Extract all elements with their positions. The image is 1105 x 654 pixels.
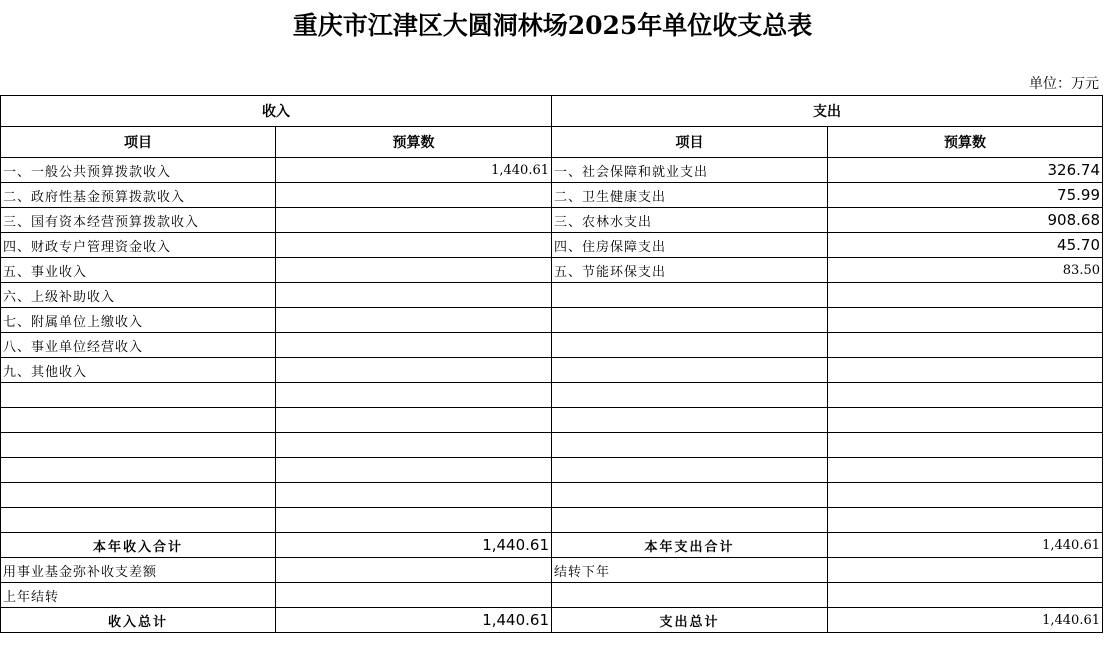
- budget-table: [0, 95, 1103, 633]
- year-total-row: [1, 533, 1103, 558]
- expense-value: [828, 358, 1103, 383]
- table-row: [1, 183, 1103, 208]
- expense-value: 326.74: [828, 158, 1103, 183]
- year-expense-total-value: 1,440.61: [828, 533, 1103, 558]
- income-label: 一、一般公共预算拨款收入: [1, 158, 276, 183]
- income-label: 五、事业收入: [1, 258, 276, 283]
- empty-cell: [828, 433, 1103, 458]
- income-value: [276, 183, 552, 208]
- expense-label: [552, 333, 828, 358]
- prev-carry-row: [1, 583, 1103, 608]
- year-expense-total-label: 本年支出合计: [552, 533, 828, 558]
- income-item-header: 项目: [1, 127, 276, 158]
- empty-cell: [276, 508, 552, 533]
- income-total-value: 1,440.61: [276, 608, 552, 633]
- prev-carry-value: [276, 583, 552, 608]
- table-row: [1, 333, 1103, 358]
- unit-label: 单位：万元: [1029, 76, 1099, 92]
- empty-cell: [552, 483, 828, 508]
- expense-value: [828, 333, 1103, 358]
- empty-cell: [828, 458, 1103, 483]
- year-income-total-label: 本年收入合计: [1, 533, 276, 558]
- table-row: [1, 233, 1103, 258]
- income-value: [276, 283, 552, 308]
- table-row: [1, 158, 1103, 183]
- empty-cell: [1, 433, 276, 458]
- expense-value: 45.70: [828, 233, 1103, 258]
- income-label: 九、其他收入: [1, 358, 276, 383]
- empty-cell: [828, 508, 1103, 533]
- income-value: [276, 308, 552, 333]
- expense-total-label: 支出总计: [552, 608, 828, 633]
- expense-label: 一、社会保障和就业支出: [552, 158, 828, 183]
- expense-label: 四、住房保障支出: [552, 233, 828, 258]
- column-header-row: [1, 127, 1103, 158]
- expense-label: [552, 283, 828, 308]
- expense-section-header: 支出: [552, 96, 1103, 127]
- expense-value: 83.50: [828, 258, 1103, 283]
- empty-cell: [1, 408, 276, 433]
- empty-cell: [828, 583, 1103, 608]
- empty-cell: [1, 383, 276, 408]
- empty-row: [1, 458, 1103, 483]
- expense-label: [552, 358, 828, 383]
- empty-cell: [828, 408, 1103, 433]
- income-value: [276, 233, 552, 258]
- empty-row: [1, 508, 1103, 533]
- fund-row: [1, 558, 1103, 583]
- table-row: [1, 358, 1103, 383]
- income-value: [276, 208, 552, 233]
- empty-cell: [828, 383, 1103, 408]
- year-income-total-value: 1,440.61: [276, 533, 552, 558]
- income-value: [276, 358, 552, 383]
- income-value: 1,440.61: [276, 158, 552, 183]
- empty-cell: [276, 408, 552, 433]
- income-label: 四、财政专户管理资金收入: [1, 233, 276, 258]
- table-row: [1, 208, 1103, 233]
- empty-cell: [552, 458, 828, 483]
- expense-value: [828, 308, 1103, 333]
- table-row: [1, 308, 1103, 333]
- empty-cell: [552, 383, 828, 408]
- income-label: 七、附属单位上缴收入: [1, 308, 276, 333]
- table-row: [1, 258, 1103, 283]
- fund-value: [276, 558, 552, 583]
- expense-value: [828, 283, 1103, 308]
- income-value: [276, 333, 552, 358]
- income-value: [276, 258, 552, 283]
- expense-label: 二、卫生健康支出: [552, 183, 828, 208]
- empty-row: [1, 408, 1103, 433]
- expense-label: [552, 308, 828, 333]
- empty-cell: [552, 583, 828, 608]
- income-section-header: 收入: [1, 96, 552, 127]
- empty-cell: [276, 433, 552, 458]
- expense-budget-header: 预算数: [828, 127, 1103, 158]
- income-label: 八、事业单位经营收入: [1, 333, 276, 358]
- fund-label: 用事业基金弥补收支差额: [1, 558, 276, 583]
- expense-label: 五、节能环保支出: [552, 258, 828, 283]
- prev-carry-label: 上年结转: [1, 583, 276, 608]
- expense-label: 三、农林水支出: [552, 208, 828, 233]
- expense-value: 908.68: [828, 208, 1103, 233]
- section-header-row: [1, 96, 1103, 127]
- empty-cell: [1, 508, 276, 533]
- income-label: 六、上级补助收入: [1, 283, 276, 308]
- carry-next-value: [828, 558, 1103, 583]
- empty-cell: [1, 483, 276, 508]
- empty-cell: [828, 483, 1103, 508]
- empty-cell: [276, 383, 552, 408]
- empty-row: [1, 383, 1103, 408]
- empty-cell: [276, 483, 552, 508]
- table-row: [1, 283, 1103, 308]
- expense-total-value: 1,440.61: [828, 608, 1103, 633]
- expense-value: 75.99: [828, 183, 1103, 208]
- empty-cell: [276, 458, 552, 483]
- income-label: 二、政府性基金预算拨款收入: [1, 183, 276, 208]
- empty-cell: [552, 508, 828, 533]
- income-total-label: 收入总计: [1, 608, 276, 633]
- carry-next-label: 结转下年: [552, 558, 828, 583]
- page-title: 重庆市江津区大圆洞林场2025年单位收支总表: [292, 11, 813, 40]
- empty-cell: [552, 408, 828, 433]
- expense-item-header: 项目: [552, 127, 828, 158]
- empty-row: [1, 433, 1103, 458]
- empty-row: [1, 483, 1103, 508]
- income-label: 三、国有资本经营预算拨款收入: [1, 208, 276, 233]
- empty-cell: [1, 458, 276, 483]
- income-budget-header: 预算数: [276, 127, 552, 158]
- grand-total-row: [1, 608, 1103, 633]
- empty-cell: [552, 433, 828, 458]
